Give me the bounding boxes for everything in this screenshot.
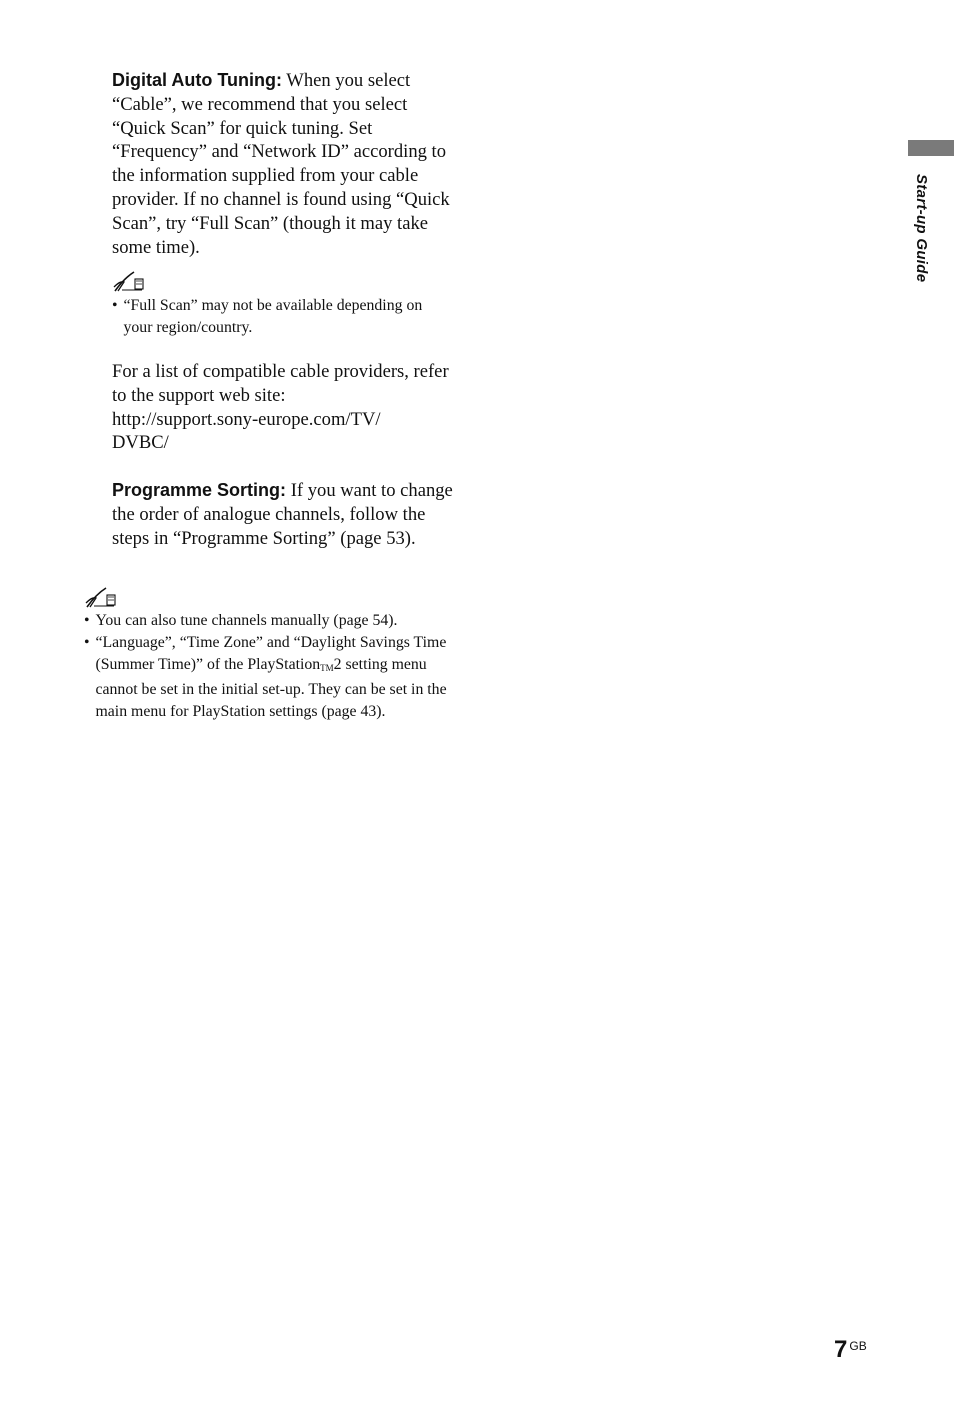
bullet: • — [84, 633, 90, 651]
note-text: “Full Scan” may not be available depending on your region/country. — [123, 297, 423, 336]
programme-sorting-paragraph — [112, 479, 457, 550]
section-tab-marker — [908, 140, 954, 156]
support-url-line2: DVBC/ — [112, 432, 169, 454]
digital-auto-tuning-text: When you select “Cable”, we recommend that you select “Quick Scan” for quick tuning. Set “Frequency” and “Network ID” according to the information supplied from your cable provider. If no channel is found using “Quick Scan”, try “Full Scan” (though it may take some time). — [112, 70, 450, 258]
bullet: • — [84, 612, 90, 629]
note-text: You can also tune channels manually (page 54). — [95, 612, 398, 629]
note-text: “Language”, “Time Zone” and “Daylight Savings Time (Summer Time)” of the PlayStation — [95, 633, 447, 673]
support-url-line1: http://support.sony-europe.com/TV/ — [112, 408, 381, 430]
note-item — [84, 632, 452, 723]
section-label: Start-up Guide — [913, 174, 930, 283]
page-number-value: 7 — [834, 1336, 848, 1363]
pencil-note-icon — [84, 586, 118, 610]
note-list-2 — [84, 610, 452, 723]
providers-text: For a list of compatible cable providers, refer to the support web site: — [112, 361, 449, 406]
pencil-note-icon — [112, 270, 146, 294]
note-list-1 — [112, 295, 447, 339]
trademark-mark: TM — [320, 662, 334, 673]
note-item — [84, 610, 452, 632]
providers-paragraph — [112, 360, 457, 455]
programme-sorting-text: If you want to change the order of analogue channels, follow the steps in “Programme Sorting” (page 53). — [112, 480, 453, 549]
note-text-cont: 2 setting menu cannot be set in the initial set-up. They can be set in the main menu for PlayStation settings (page 43). — [95, 655, 447, 721]
bullet: • — [112, 297, 118, 314]
programme-sorting-heading: Programme Sorting: — [112, 480, 287, 500]
note-item — [112, 295, 447, 339]
digital-auto-tuning-paragraph — [112, 69, 457, 259]
page-number — [834, 1336, 867, 1364]
page-number-suffix: GB — [849, 1339, 867, 1353]
digital-auto-tuning-heading: Digital Auto Tuning: — [112, 70, 282, 90]
